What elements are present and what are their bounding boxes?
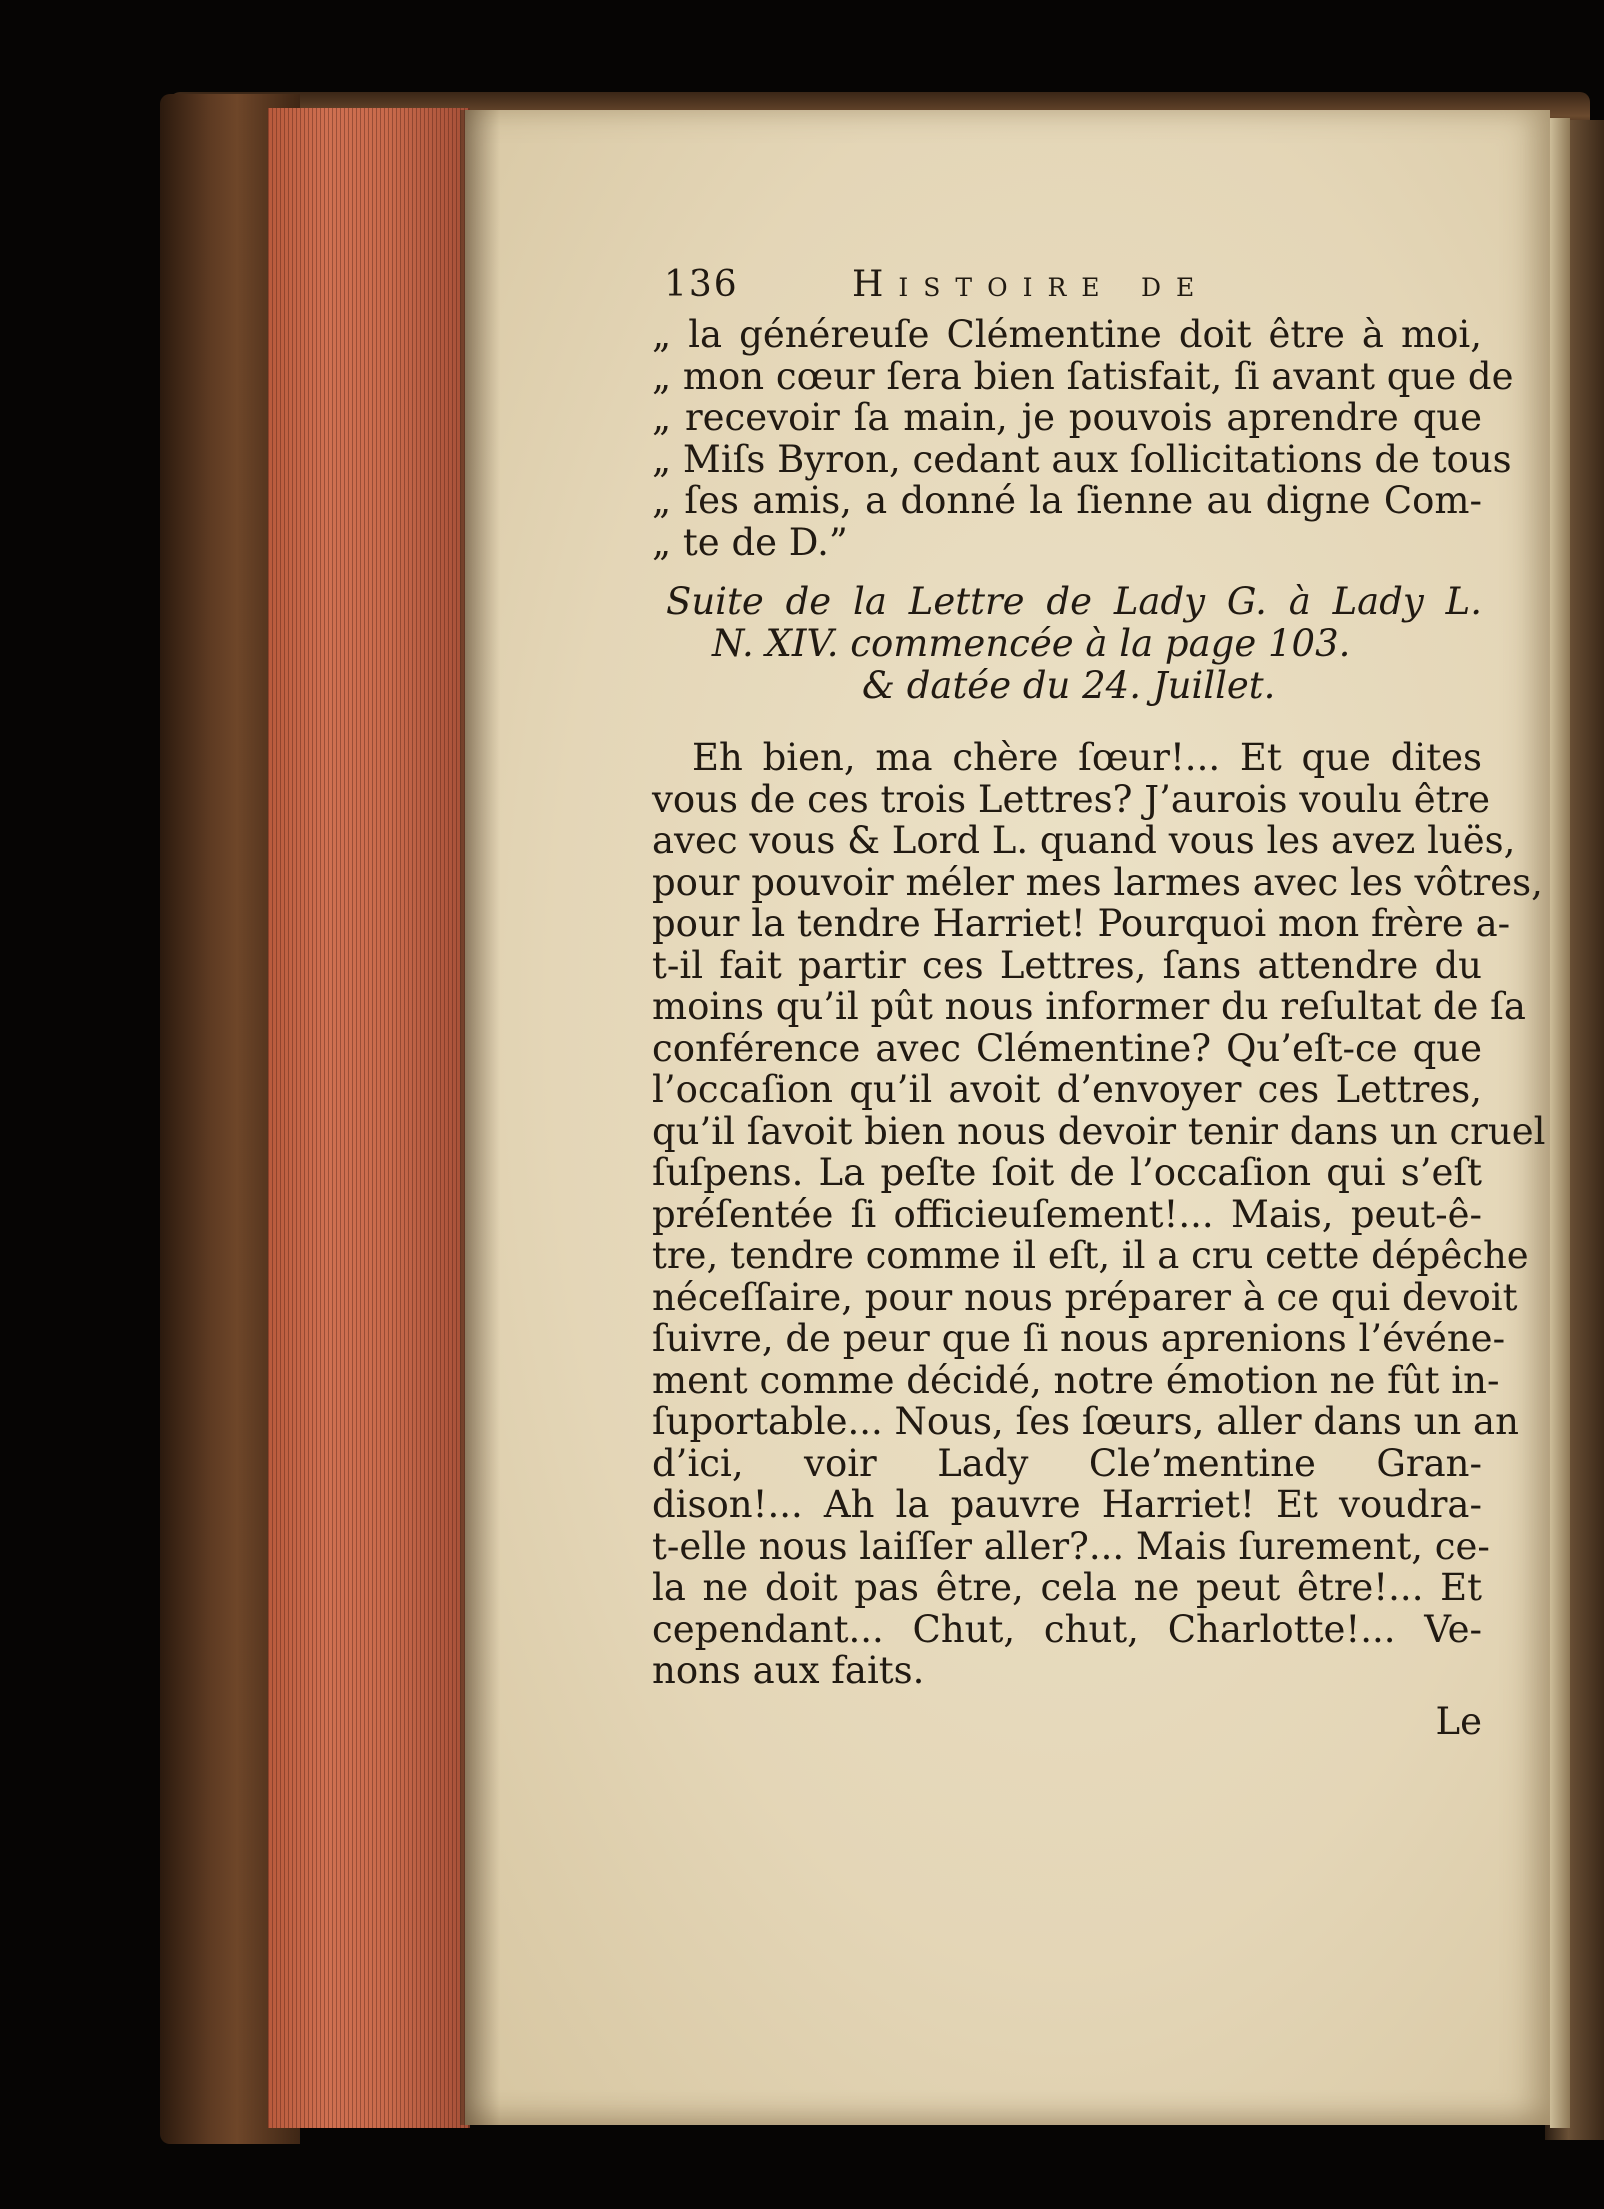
body-line: nons aux faits. (652, 1649, 925, 1692)
body-line: d’ici, voir Lady Cle’mentine Gran- (652, 1441, 1482, 1485)
body-line: cependant... Chut, chut, Charlotte!... Ve- (652, 1607, 1482, 1651)
quoted-passage (652, 313, 1514, 564)
body-line: Eh bien, ma chère ſœur!... Et que dites (692, 736, 1482, 779)
running-title: Histoire de (852, 264, 1210, 305)
body-line: ment comme décidé, notre émotion ne fût in- (652, 1358, 1500, 1402)
quote-line: „ recevoir ſa main, je pouvois aprendre que (652, 396, 1482, 439)
body-line: la ne doit pas être, cela ne peut être!... Et (652, 1566, 1482, 1609)
body-line: qu’il ſavoit bien nous devoir tenir dans un cruel (652, 1109, 1546, 1153)
quote-line: „ te de D.” (652, 520, 848, 564)
body-line: ſuportable... Nous, ſes ſœurs, aller dans un an (652, 1400, 1519, 1443)
body-line: ſuivre, de peur que ſi nous aprenions l’événe- (652, 1317, 1506, 1360)
body-line: conférence avec Clémentine? Qu’eſt-ce que (652, 1026, 1482, 1070)
quote-line: „ la généreuſe Clémentine doit être à moi, (652, 313, 1482, 356)
quote-line: „ mon cœur ſera bien ſatisfait, ſi avant que de (652, 354, 1514, 398)
catchword: Le (1435, 1699, 1482, 1743)
gutter-shadow (460, 110, 500, 2125)
body-line: moins qu’il pût nous informer du reſultat de ſa (652, 985, 1526, 1028)
facing-page-edge (1550, 118, 1570, 2128)
page-text-block (652, 264, 1546, 1743)
body-line: néceſſaire, pour nous préparer à ce qui devoit (652, 1275, 1518, 1319)
body-line: vous de ces trois Lettres? J’aurois voulu être (652, 777, 1491, 821)
body-line: l’occaſion qu’il avoit d’envoyer ces Lettres, (652, 1068, 1482, 1111)
body-line: préſentée ſi officieuſement!... Mais, peut-ê- (652, 1192, 1482, 1236)
heading-line-1: Suite de la Lettre de Lady G. à Lady L. (666, 580, 1482, 623)
quote-line: „ ſes amis, a donné la ſienne au digne Com- (652, 479, 1482, 522)
body-line: t-elle nous laiſſer aller?... Mais ſurement, ce- (652, 1524, 1490, 1568)
heading-line-2: N. XIV. commencée à la page 103. (712, 622, 1351, 665)
quote-line: „ Miſs Byron, cedant aux ſollicitations de tous (652, 437, 1512, 481)
letter-heading (652, 581, 1482, 707)
letter-body (652, 736, 1546, 1692)
body-line: dison!... Ah la pauvre Harriet! Et voudra- (652, 1483, 1482, 1526)
body-line: tre, tendre comme il eſt, il a cru cette dépêche (652, 1234, 1529, 1277)
body-line: t-il fait partir ces Lettres, ſans attendre du (652, 943, 1482, 987)
page-number: 136 (664, 264, 739, 305)
body-line: ſuſpens. La peſte ſoit de l’occaſion qui s’eſt (652, 1151, 1482, 1194)
body-line: pour la tendre Harriet! Pourquoi mon frère a- (652, 902, 1511, 945)
running-head (652, 264, 1482, 314)
page-fore-edge (268, 108, 470, 2128)
body-line: pour pouvoir méler mes larmes avec les vôtres, (652, 860, 1543, 904)
heading-line-3: & datée du 24. Juillet. (862, 664, 1276, 707)
body-line: avec vous & Lord L. quand vous les avez luës, (652, 819, 1516, 862)
